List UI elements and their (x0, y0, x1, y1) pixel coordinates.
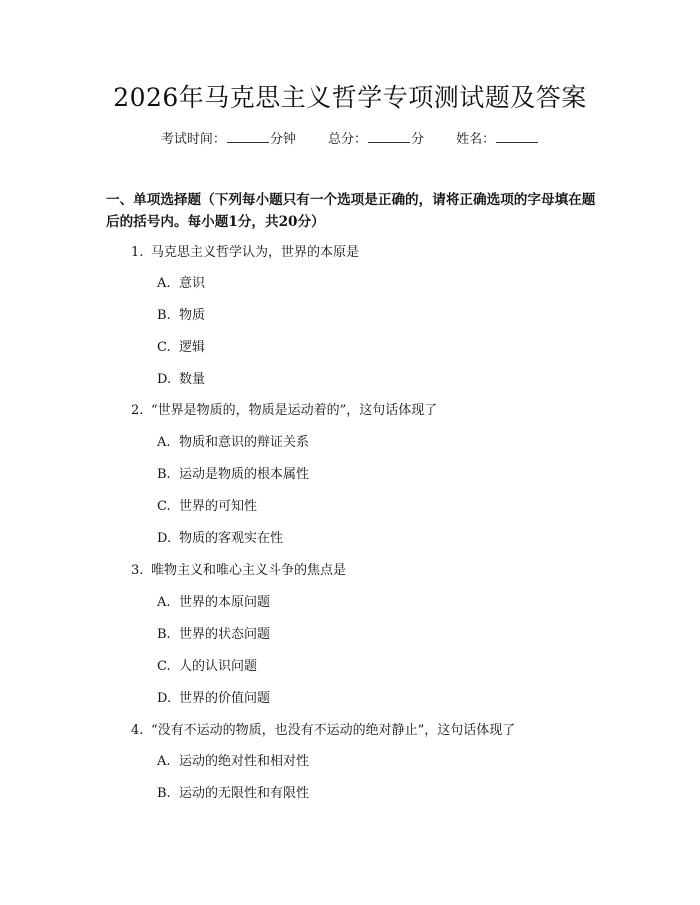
option-text: 运动的绝对性和相对性 (179, 754, 310, 769)
question-3-option-c (157, 657, 257, 677)
option-text: 世界的可知性 (179, 499, 258, 514)
question-2-option-d (157, 529, 283, 549)
option-text: 数量 (179, 372, 206, 387)
option-text: 物质的客观实在性 (179, 531, 284, 546)
exam-time-unit: 分钟 (269, 132, 296, 147)
option-letter: C. (157, 340, 171, 355)
exam-time-blank (227, 130, 269, 143)
question-2-option-a (157, 433, 309, 453)
option-text: 世界的价值问题 (179, 691, 271, 706)
option-text: 人的认识问题 (179, 659, 258, 674)
option-text: 逻辑 (179, 340, 206, 355)
question-3-option-b (157, 625, 270, 645)
option-letter: A. (157, 754, 171, 769)
question-2-option-c (157, 497, 257, 517)
option-letter: D. (157, 691, 172, 706)
question-1-option-d (157, 370, 205, 390)
name-label: 姓名： (456, 132, 496, 147)
section-heading: 一、单项选择题（下列每小题只有一个选项是正确的，请将正确选项的字母填在题后的括号内。每小题1分，共20分） (106, 192, 596, 230)
question-2 (131, 401, 437, 421)
option-letter: C. (157, 659, 171, 674)
option-letter: B. (157, 786, 171, 801)
total-score-label: 总分： (327, 132, 367, 147)
name-field (456, 132, 539, 147)
exam-time-label: 考试时间： (160, 132, 226, 147)
question-number: 2. (131, 403, 144, 418)
total-score-unit: 分 (411, 132, 425, 147)
option-text: 物质 (179, 308, 206, 323)
question-4 (131, 721, 515, 741)
question-text: 唯物主义和唯心主义斗争的焦点是 (151, 563, 347, 578)
option-letter: A. (157, 435, 171, 450)
exam-meta (0, 130, 700, 150)
question-number: 3. (131, 563, 144, 578)
question-text: “没有不运动的物质，也没有不运动的绝对静止”，这句话体现了 (151, 723, 516, 738)
option-text: 世界的本原问题 (179, 595, 271, 610)
option-letter: A. (157, 276, 171, 291)
option-text: 世界的状态问题 (179, 627, 271, 642)
question-number: 1. (131, 245, 144, 260)
total-score-blank (368, 130, 410, 143)
total-score-field (328, 132, 424, 147)
question-1 (131, 243, 359, 263)
question-3 (131, 561, 346, 581)
option-letter: B. (157, 627, 171, 642)
question-text: 马克思主义哲学认为，世界的本原是 (151, 245, 360, 260)
document-title: 2026年马克思主义哲学专项测试题及答案 (113, 83, 587, 112)
question-4-option-b (157, 784, 309, 804)
question-text: “世界是物质的，物质是运动着的”，这句话体现了 (151, 403, 438, 418)
question-number: 4. (131, 723, 144, 738)
question-3-option-a (157, 593, 270, 613)
option-text: 物质和意识的辩证关系 (179, 435, 310, 450)
question-2-option-b (157, 465, 309, 485)
option-text: 运动的无限性和有限性 (179, 786, 310, 801)
question-1-option-a (157, 274, 205, 294)
question-1-option-b (157, 306, 205, 326)
question-1-option-c (157, 338, 205, 358)
exam-time-field (161, 132, 296, 147)
question-3-option-d (157, 689, 270, 709)
option-letter: C. (157, 499, 171, 514)
option-letter: D. (157, 531, 172, 546)
option-text: 运动是物质的根本属性 (179, 467, 310, 482)
option-letter: D. (157, 372, 172, 387)
option-letter: B. (157, 467, 171, 482)
question-4-option-a (157, 752, 309, 772)
name-blank (496, 130, 538, 143)
option-letter: A. (157, 595, 171, 610)
option-text: 意识 (179, 276, 206, 291)
option-letter: B. (157, 308, 171, 323)
